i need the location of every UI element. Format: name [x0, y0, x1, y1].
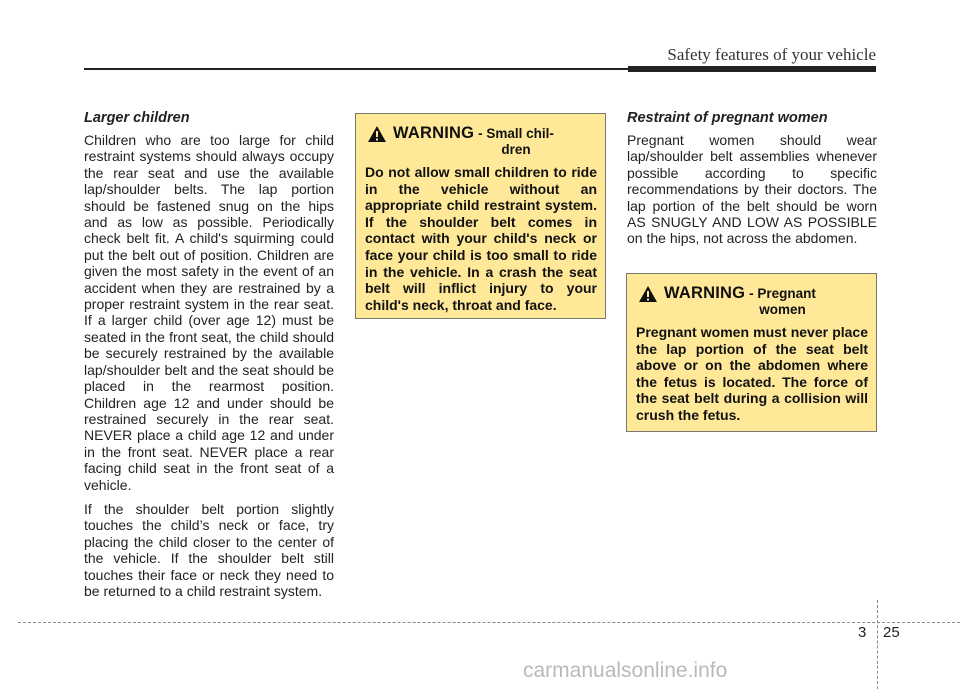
body-paragraph: Children who are too large for child restraint systems should always occupy the rear seat and use the available lap/shoulder belts. The lap portion should be fastened snug on the hips and as low as possible. Periodically check belt fit. A child's squirming could put the belt out of position. Children are given the most safety in the event of an accident when they are restrained by a proper restraint system in the rear seat. If a larger child (over age 12) must be seated in the front seat, the child should be securely restrained by the available lap/shoulder belt and the seat should be placed in the rearmost position. Children age 12 and under should be restrained securely in the rear seat. NEVER place a child age 12 and under in the front seat. NEVER place a rear facing child seat in the front seat of a vehicle.: [84, 132, 334, 493]
warning-subtitle: - Pregnant women: [749, 286, 816, 317]
right-column: [627, 110, 877, 255]
warning-triangle-icon: [367, 125, 387, 143]
warning-label: WARNING: [393, 124, 475, 142]
warning-box-pregnant-women: [626, 273, 877, 432]
footer-rule: [18, 622, 960, 623]
footer-divider: [877, 600, 878, 689]
warning-header: [636, 284, 868, 318]
warning-text: Pregnant women must never place the lap portion of the seat belt above or on the abdomen where the fetus is located. The force of the seat belt during a collision will crush the fetus.: [636, 324, 868, 423]
header-title: Safety features of your vehicle: [667, 45, 876, 64]
body-paragraph: Pregnant women should wear lap/shoulder belt assemblies whenever possible according to specific recommendations by their doctors. The lap portion of the belt should be worn AS SNUGLY AND LOW AS POSSIBLE on the hips, not across the abdomen.: [627, 132, 877, 247]
page-chapter: 3: [858, 624, 867, 641]
warning-header: [365, 124, 597, 158]
warning-triangle-icon: [638, 285, 658, 303]
warning-text: Do not allow small children to ride in the vehicle without an appropriate child restraint system. If the shoulder belt comes in contact with your child's neck or face your child is too small to ride in the vehicle. In a crash the seat belt will inflict injury to your child's neck, throat and face.: [365, 164, 597, 313]
page-number: 25: [883, 624, 900, 641]
warning-subtitle: - Small chil- dren: [478, 126, 554, 157]
warning-label: WARNING: [664, 284, 746, 302]
section-heading-pregnant-women: Restraint of pregnant women: [627, 110, 828, 126]
warning-box-small-children: [355, 113, 606, 319]
watermark: carmanualsonline.info: [523, 659, 728, 682]
header-bar: [628, 66, 876, 72]
section-heading-larger-children: Larger children: [84, 110, 190, 126]
body-paragraph: If the shoulder belt portion slightly touches the child’s neck or face, try placing the child closer to the center of the vehicle. If the shoulder belt still touches their face or neck they need to be returned to a child restraint system.: [84, 500, 334, 599]
left-column: [84, 110, 334, 607]
